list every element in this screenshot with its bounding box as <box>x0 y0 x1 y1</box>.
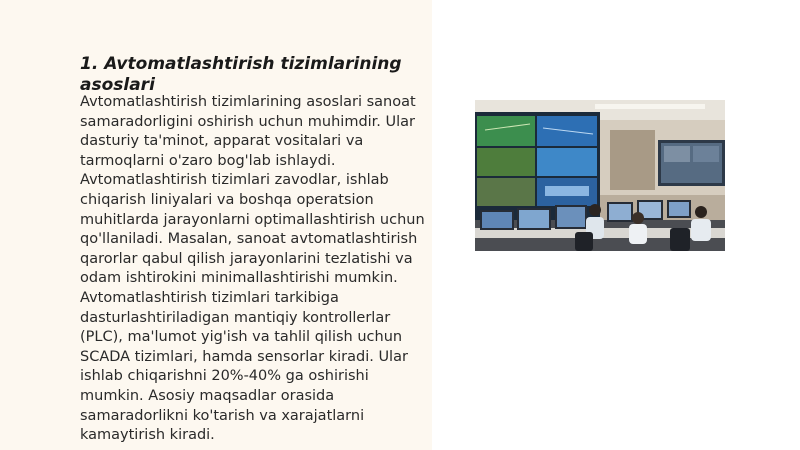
slide-heading: 1. Avtomatlashtirish tizimlarining asoslari <box>80 54 402 95</box>
slide-body-text: Avtomatlashtirish tizimlarining asoslari sanoat samaradorligini oshirish uchun muhimdir. Ular dasturiy ta'minot, apparat vositalari va tarmoqlarni o'zaro bog'lab ishlaydi. Avtomatlashtirish tizimlari zavodlar, ishlab chiqarish liniyalari va boshqa operatsion muhitlarda jarayonlarni optimallashtirish uchun qo'llaniladi. Masalan, sanoat avtomatlashtirish qarorlar qabul qilish jarayonlarini tezlatishi va odam ishtirokini minimallashtirishi mumkin. Avtomatlashtirish tizimlari tarkibiga dasturlashtiriladigan mantiqiy kontrollerlar (PLC), ma'lumot yig'ish va tahlil qilish uchun SCADA tizimlari, hamda sensorlar kiradi. Ular ishlab chiqarishni 20%-40% ga oshirishi mumkin. Asosiy maqsadlar orasida samaradorlikni ko'tarish va xarajatlarni kamaytirish kiradi. <box>80 94 425 444</box>
control-room-photo <box>475 100 725 251</box>
